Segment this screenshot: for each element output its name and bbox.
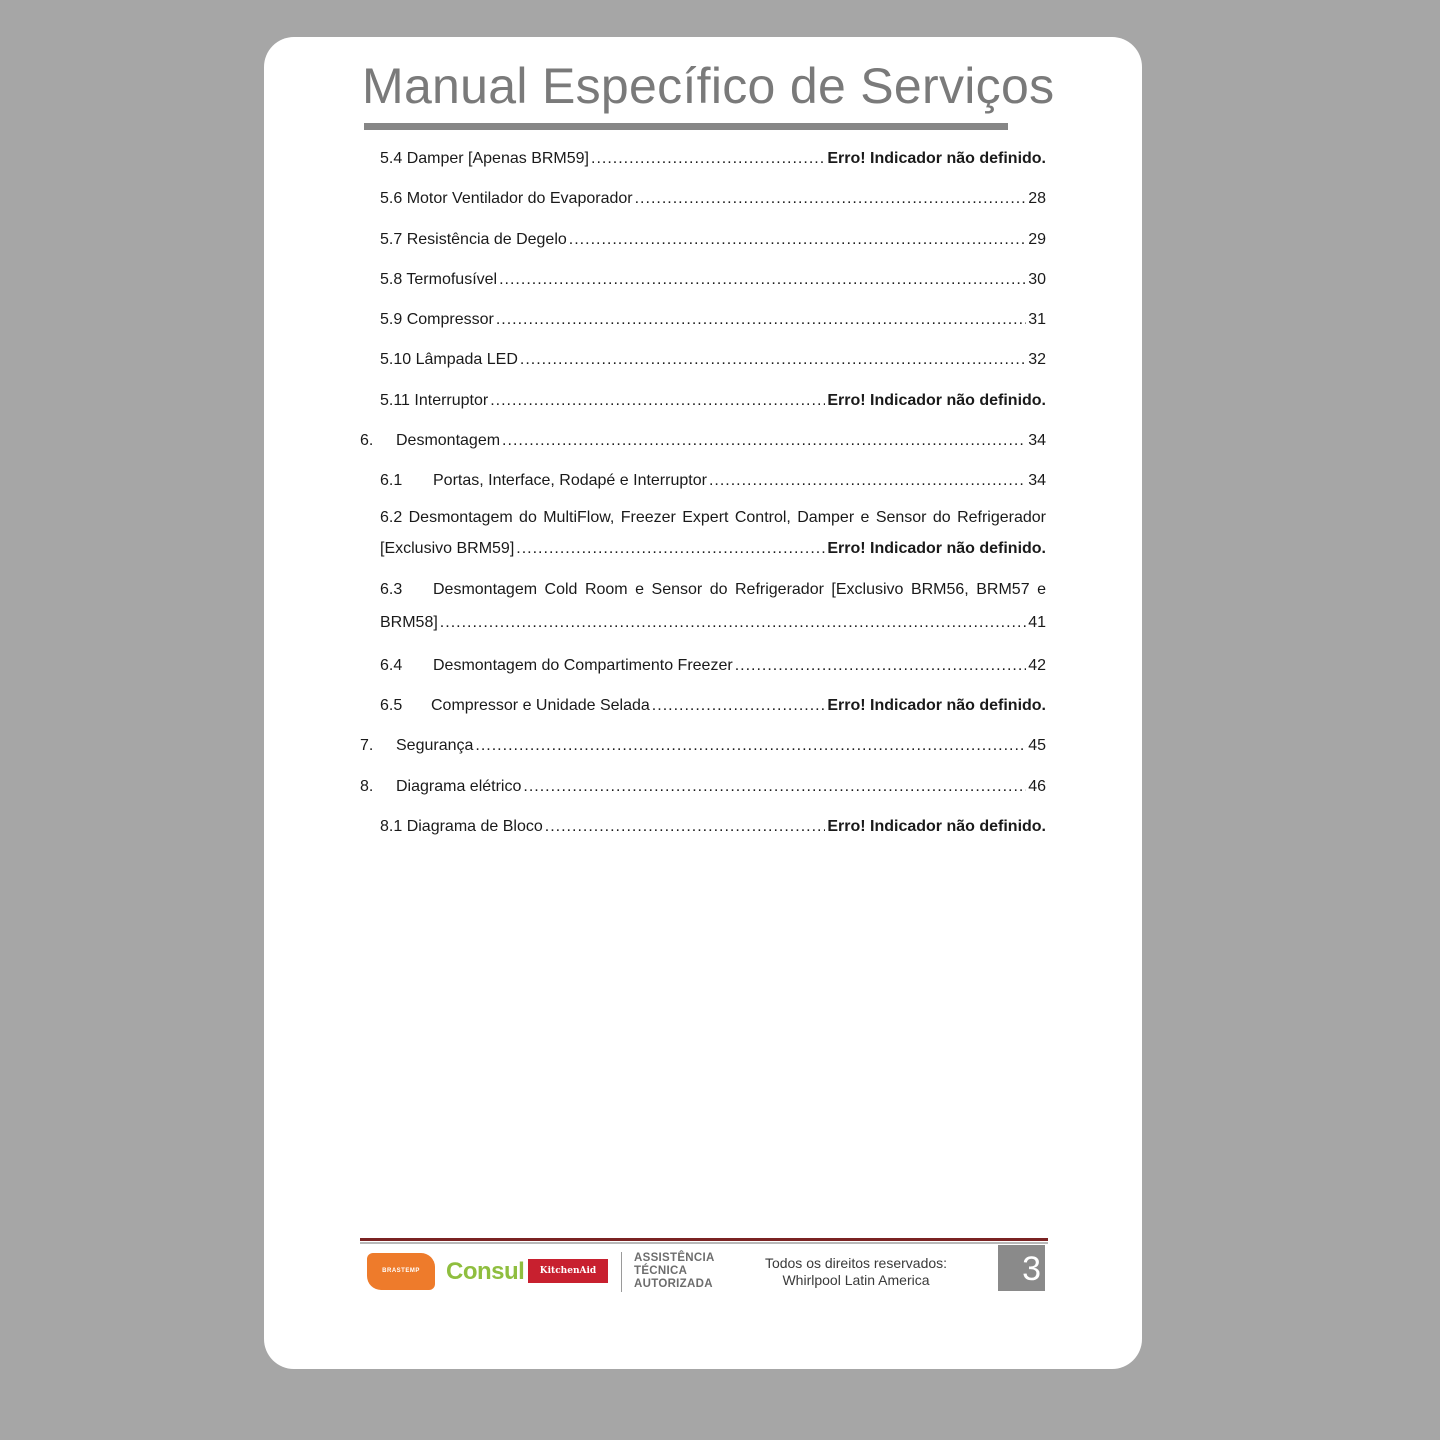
toc-entry-page: 29: [1028, 230, 1046, 248]
toc-entry-label: 5.8 Termofusível: [380, 270, 498, 288]
toc-entry-label-line1: 6.2 Desmontagem do MultiFlow, Freezer Expert Control, Damper e Sensor do Refrigerador: [380, 508, 1046, 526]
assistance-line: ASSISTÊNCIA: [634, 1252, 715, 1264]
assistance-line: AUTORIZADA: [634, 1278, 713, 1290]
copyright-line1: Todos os direitos reservados:: [764, 1255, 948, 1271]
toc-entry-number: 6.1: [380, 472, 403, 490]
toc-entry-number: 6.: [360, 432, 374, 450]
toc-entry[interactable]: [360, 340, 1046, 380]
toc-entry-label: 8.1 Diagrama de Bloco: [380, 817, 543, 835]
copyright-notice: [744, 1255, 968, 1289]
toc-entry-page: 34: [1028, 472, 1046, 490]
consul-logo: Consul: [446, 1258, 525, 1285]
toc-entry-page: Erro! Indicador não definido.: [827, 817, 1046, 835]
toc-leader-dots: [591, 139, 825, 179]
toc-entry-line2: [360, 534, 1046, 564]
toc-leader-dots: [499, 260, 1026, 300]
toc-entry[interactable]: [360, 220, 1046, 260]
title-underline: [364, 123, 1008, 130]
toc-entry-number: 6.5: [380, 696, 403, 714]
toc-leader-dots: [440, 606, 1026, 640]
toc-entry[interactable]: [360, 139, 1046, 179]
toc-entry-page: 46: [1028, 777, 1046, 795]
table-of-contents: [360, 139, 1046, 847]
toc-leader-dots: [652, 686, 826, 726]
toc-entry-page: 28: [1028, 190, 1046, 208]
toc-entry[interactable]: [360, 767, 1046, 807]
toc-leader-dots: [523, 767, 1026, 807]
toc-entry-page: 34: [1028, 432, 1046, 450]
toc-entry-label: Desmontagem: [396, 432, 501, 450]
toc-entry-page: Erro! Indicador não definido.: [827, 150, 1046, 167]
toc-entry-label: 5.11 Interruptor: [380, 391, 489, 409]
toc-leader-dots: [490, 381, 825, 421]
toc-leader-dots: [496, 300, 1026, 340]
brastemp-logo: BRASTEMP: [367, 1253, 435, 1290]
toc-entry-page: Erro! Indicador não definido.: [827, 539, 1046, 557]
toc-entry[interactable]: [360, 686, 1046, 726]
toc-leader-dots: [520, 340, 1026, 380]
toc-entry-page: Erro! Indicador não definido.: [827, 696, 1046, 714]
toc-entry-number: 6.4: [380, 656, 403, 674]
toc-entry[interactable]: [360, 300, 1046, 340]
footer-rule-secondary: [360, 1242, 1048, 1244]
toc-entry-label: Portas, Interface, Rodapé e Interruptor: [433, 472, 707, 490]
toc-entry-label: Compressor e Unidade Selada: [431, 696, 650, 714]
toc-entry[interactable]: [360, 260, 1046, 300]
toc-entry[interactable]: [360, 807, 1046, 847]
toc-entry-page: 41: [1028, 613, 1046, 631]
toc-entry-number: 6.3: [380, 580, 403, 598]
toc-entry[interactable]: [360, 502, 1046, 564]
toc-entry-number: 7.: [360, 737, 374, 755]
toc-leader-dots: [545, 807, 826, 847]
toc-entry-page: 30: [1028, 270, 1046, 288]
toc-entry-label: 5.10 Lâmpada LED: [380, 351, 518, 369]
toc-entry-number: 8.: [360, 777, 374, 795]
copyright-line2: Whirlpool Latin America: [782, 1272, 930, 1288]
page-number: 3: [998, 1245, 1045, 1291]
toc-entry[interactable]: [360, 574, 1046, 640]
toc-entry-label: 5.7 Resistência de Degelo: [380, 230, 567, 248]
toc-entry-label: Segurança: [396, 737, 474, 755]
toc-entry-page: 45: [1028, 737, 1046, 755]
toc-entry[interactable]: [360, 179, 1046, 219]
toc-entry-label: Desmontagem do Compartimento Freezer: [433, 656, 733, 674]
toc-entry-label: 5.4 Damper [Apenas BRM59]: [380, 150, 589, 167]
footer-divider: [621, 1252, 622, 1292]
toc-leader-dots: [635, 179, 1027, 219]
assistance-line: TÉCNICA: [634, 1265, 688, 1277]
toc-leader-dots: [516, 534, 825, 564]
toc-entry-label: BRM58]: [380, 613, 438, 631]
toc-entry[interactable]: [360, 646, 1046, 686]
toc-entry[interactable]: [360, 461, 1046, 501]
toc-leader-dots: [735, 646, 1027, 686]
toc-leader-dots: [475, 726, 1026, 766]
toc-leader-dots: [569, 220, 1026, 260]
toc-entry-line2: [360, 606, 1046, 640]
toc-leader-dots: [502, 421, 1026, 461]
authorized-assistance-label: [634, 1252, 715, 1291]
toc-entry-label: [Exclusivo BRM59]: [380, 539, 515, 557]
toc-entry-label: 5.9 Compressor: [380, 311, 494, 329]
toc-entry[interactable]: [360, 726, 1046, 766]
toc-entry-label-line1: Desmontagem Cold Room e Sensor do Refrigerador [Exclusivo BRM56, BRM57 e: [433, 580, 1046, 598]
toc-entry-label: Diagrama elétrico: [396, 777, 522, 795]
document-page: [264, 37, 1142, 1369]
toc-entry-page: 31: [1028, 311, 1046, 329]
toc-entry-page: Erro! Indicador não definido.: [827, 391, 1046, 409]
document-title: Manual Específico de Serviços: [362, 58, 1055, 114]
toc-entry[interactable]: [360, 421, 1046, 461]
toc-entry[interactable]: [360, 381, 1046, 421]
toc-leader-dots: [709, 461, 1026, 501]
toc-entry-line1: [360, 574, 1046, 606]
toc-entry-label: 5.6 Motor Ventilador do Evaporador: [380, 190, 633, 208]
kitchenaid-logo: KitchenAid: [528, 1259, 608, 1283]
toc-entry-page: 32: [1028, 351, 1046, 369]
footer-rule: [360, 1238, 1048, 1241]
toc-entry-page: 42: [1028, 656, 1046, 674]
